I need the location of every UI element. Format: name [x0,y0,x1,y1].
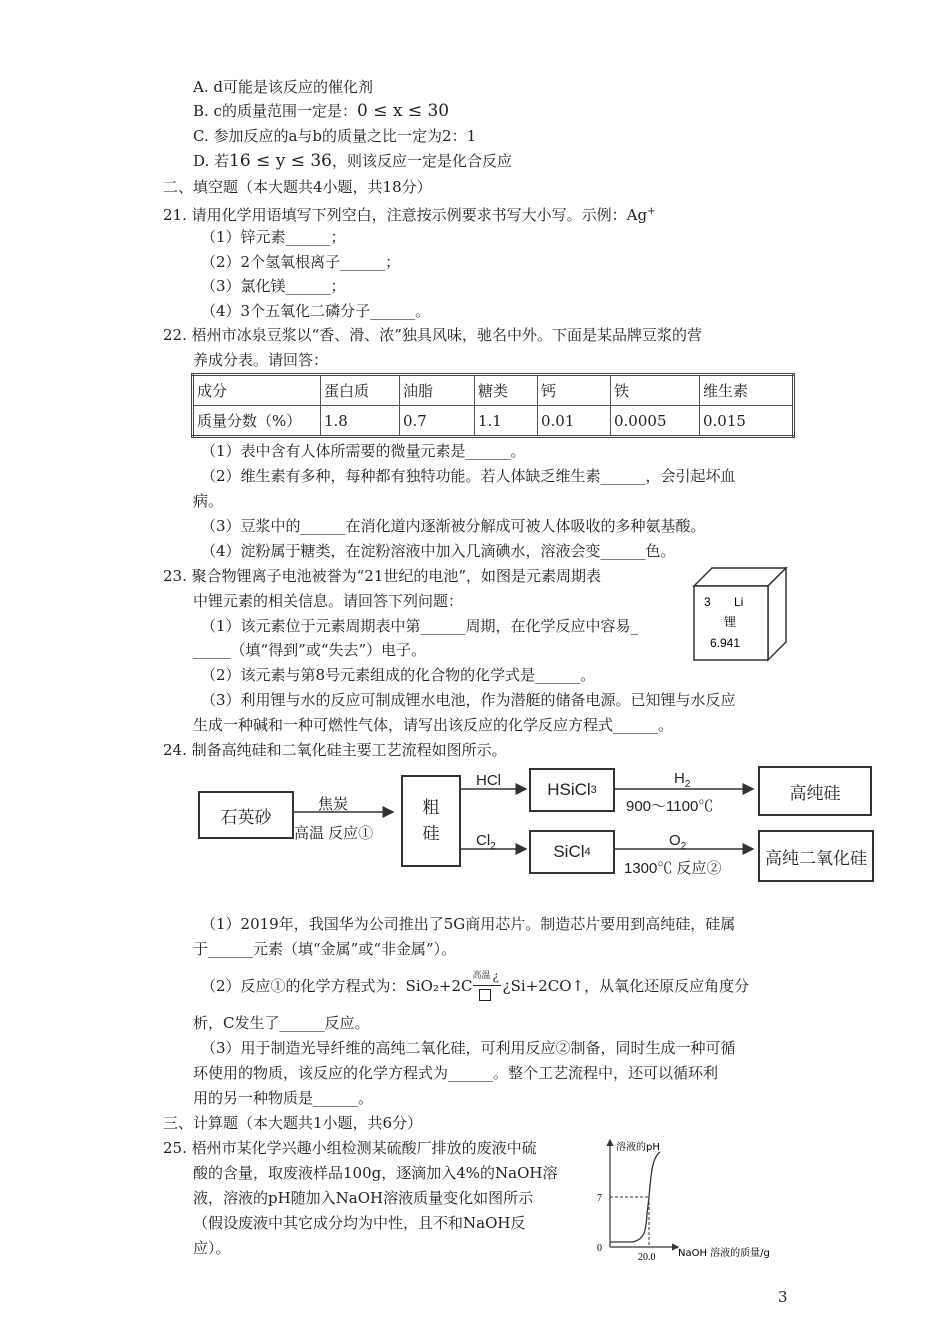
table-cell: 1.1 [475,406,538,437]
q22-stem-line2: 养成分表。请回答： [193,351,329,369]
q24-item-2-cont: 析，C发生了______反应。 [193,1014,370,1032]
h2-text: H [674,770,685,787]
element-mass: 6.941 [710,636,741,650]
option-d-post: ，则该反应一定是化合反应 [332,152,513,170]
q25-line-3: 液，溶液的pH随加入NaOH溶液质量变化如图所示 [193,1189,534,1207]
q24-item-3-cont2: 用的另一种物质是______。 [193,1089,374,1107]
table-cell: 糖类 [475,375,538,406]
temp-range-label: 900～1100℃ [626,798,714,815]
q22-item-2: （2）维生素有多种，每种都有独特功能。若人体缺乏维生素______，会引起坏血 [201,467,736,485]
origin-label: 0 [597,1243,602,1254]
q23-item-3: （3）利用锂与水的反应可制成锂水电池，作为潜艇的储备电源。已知锂与水反应 [201,691,736,709]
table-cell: 成分 [193,375,321,406]
table-cell: 蛋白质 [321,375,400,406]
coke-label: 焦炭 [318,796,349,813]
table-cell: 钙 [538,375,611,406]
q23-line-2: 中锂元素的相关信息。请回答下列问题： [193,592,464,610]
q21-stem-text: 21. 请用化学用语填写下列空白，注意按示例要求书写大小写。示例：Ag [163,206,648,224]
q21-item-1: （1）锌元素______； [201,228,346,246]
q21-stem [163,202,655,225]
equation-arrow [472,969,503,996]
sicl4-box [529,830,615,874]
element-name: 锂 [724,615,737,629]
o2-sub: 2 [680,841,687,852]
sicl4-sub: 4 [584,846,591,858]
q22-item-2-cont: 病。 [193,492,224,510]
x-tick-20: 20.0 [638,1252,656,1262]
table-cell: 0.7 [400,406,475,437]
o2-text: O [669,832,681,849]
eq-condition-top: 高温 [472,971,491,981]
hsicl3-label: HSiCl [547,780,591,799]
table-header-row [193,375,794,406]
cl2-sub: 2 [490,841,496,852]
reaction1-condition: 高温 反应① [294,825,374,842]
option-d [193,151,512,171]
q25-line-2: 酸的含量，取废液样品100g，逐滴加入4%的NaOH溶 [193,1164,558,1182]
element-symbol: Li [734,595,744,609]
option-a: A. d可能是该反应的催化剂 [193,78,373,96]
q25-line-4: （假设废液中其它成分均为中性，且不和NaOH反 [193,1214,526,1232]
q22-item-1: （1）表中含有人体所需要的微量元素是______。 [201,442,526,460]
table-cell: 0.01 [538,406,611,437]
q24-item-2-pre: （2）反应①的化学方程式为：SiO₂+2C [201,977,473,995]
sicl4-label: SiCl [553,842,585,861]
h2-label [674,770,690,790]
q25-line-1: 25. 梧州市某化学兴趣小组检测某硫酸厂排放的废液中硫 [163,1139,537,1157]
q22-item-3: （3）豆浆中的______在消化道内逐渐被分解成可被人体吸收的多种氨基酸。 [201,517,706,535]
table-cell: 1.8 [321,406,400,437]
table-cell: 油脂 [400,375,475,406]
q24-item-1-cont: 于______元素（填“金属”或“非金属”）。 [193,940,457,958]
y-axis-label: 溶液的pH [616,1142,660,1153]
q23-item-2: （2）该元素与第8号元素组成的化合物的化学式是______。 [201,666,596,684]
q23-item-3-cont: 生成一种碱和一种可燃性气体，请写出该反应的化学反应方程式______。 [193,716,674,734]
table-row [193,406,794,437]
option-c: C. 参加反应的a与b的质量之比一定为2：1 [193,127,477,145]
table-cell: 铁 [611,375,700,406]
hsicl3-sub: 3 [590,784,597,796]
eq-mark: ¿ [492,969,499,983]
option-b-math: 0 ≤ x ≤ 30 [356,101,450,121]
option-d-math: 16 ≤ y ≤ 36 [229,151,333,171]
q25-line-5: 应）。 [193,1239,231,1257]
q21-item-2: （2）2个氢氧根离子______； [201,253,401,271]
q23-item-1: （1）该元素位于元素周期表中第______周期，在化学反应中容易_ [201,617,639,635]
lithium-element-card [690,564,790,662]
q24-item-1: （1）2019年，我国华为公司推出了5G商用芯片。制造芯片要用到高纯硅，硅属 [201,915,736,933]
q22-stem-line1: 22. 梧州市冰泉豆浆以“香、滑、浓”独具风味，驰名中外。下面是某品牌豆浆的营 [163,326,702,344]
option-d-text: D. 若 [193,152,230,170]
nutrition-table [191,373,795,438]
pure-silicon-box: 高纯硅 [758,766,872,816]
q23-item-1-cont: _____（填“得到”或“失去”）电子。 [193,641,427,659]
option-b [193,101,449,121]
y-tick-7: 7 [597,1193,602,1204]
ph-titration-graph [590,1134,800,1262]
o2-label [669,832,686,852]
crude-char-2: 硅 [422,824,440,843]
page-number: 3 [778,1288,788,1306]
q22-item-4: （4）淀粉属于糖类，在淀粉溶液中加入几滴碘水，溶液会变______色。 [201,542,676,560]
table-cell: 0.015 [700,406,794,437]
table-cell: 质量分数（%） [193,406,321,437]
q24-item-2 [201,969,750,996]
q24-item-3: （3）用于制造光导纤维的高纯二氧化硅，可利用反应②制备，同时生成一种可循 [201,1039,736,1057]
section-2-title: 二、填空题（本大题共4小题，共18分） [163,178,432,196]
pure-sio2-box: 高纯二氧化硅 [758,830,874,882]
crude-char-1: 粗 [422,798,440,817]
crude-silicon-box [401,775,461,867]
q21-stem-sup: + [647,206,656,217]
q24-stem: 24. 制备高纯硅和二氧化硅主要工艺流程如图所示。 [163,741,507,759]
hsicl3-box [529,768,615,812]
table-cell: 维生素 [700,375,794,406]
q24-item-3-cont1: 环使用的物质，该反应的化学方程式为______。整个工艺流程中，还可以循环利 [193,1064,719,1082]
q23-line-1: 23. 聚合物锂离子电池被誉为“21世纪的电池”，如图是元素周期表 [163,567,602,585]
quartz-sand-box: 石英砂 [198,791,294,839]
q21-item-4: （4）3个五氧化二磷分子______。 [201,302,431,320]
cl2-text: Cl [476,832,491,849]
cl2-label [476,832,496,852]
q21-item-3: （3）氯化镁______； [201,277,346,295]
option-b-text: B. c的质量范围一定是： [193,102,357,120]
element-number: 3 [704,595,711,609]
hcl-label: HCl [476,772,501,789]
section-3-title: 三、计算题（本大题共1小题，共6分） [163,1114,423,1132]
h2-sub: 2 [684,779,691,790]
q24-item-2-post: ¿Si+2CO↑，从氧化还原反应角度分 [502,977,750,995]
x-axis-label: NaOH 溶液的质量/g [678,1248,770,1259]
reaction2-condition: 1300℃ 反应② [624,860,722,877]
table-cell: 0.0005 [611,406,700,437]
